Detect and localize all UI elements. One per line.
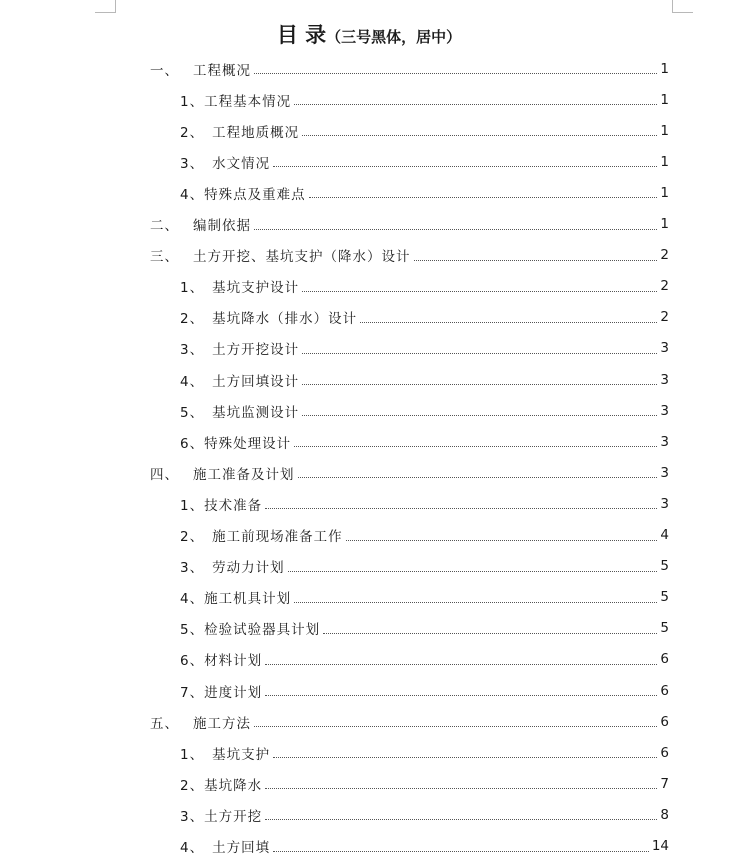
toc-entry-title: 施工机具计划 [204, 591, 292, 608]
toc-entry-page-number: 3 [660, 495, 669, 512]
toc-dot-leader [294, 104, 657, 105]
toc-entry-number: 二、 [150, 218, 179, 234]
toc-heading [0, 19, 738, 49]
toc-dot-leader [273, 166, 657, 167]
toc-entry-page-number: 1 [660, 153, 669, 170]
toc-entry-number: 2、 [180, 529, 205, 545]
toc-dot-leader [273, 757, 657, 758]
toc-entry-page-number: 1 [660, 91, 669, 108]
toc-entry-page-number: 3 [660, 402, 669, 419]
toc-entry-page-number: 5 [660, 589, 669, 606]
toc-dot-leader [302, 415, 657, 416]
toc-entry-title: 基坑支护设计 [212, 280, 300, 297]
toc-entry-page-number: 3 [660, 371, 669, 388]
toc-entry[interactable] [150, 457, 669, 488]
toc-dot-leader [302, 353, 657, 354]
toc-entry-title: 进度计划 [204, 684, 263, 701]
toc-entry-page-number: 6 [660, 682, 669, 699]
toc-dot-leader [309, 197, 658, 198]
toc-entry-title: 施工方法 [193, 715, 251, 732]
toc-entry[interactable] [180, 488, 669, 519]
toc-entry-page-number: 3 [660, 464, 669, 481]
toc-dot-leader [254, 229, 657, 230]
toc-entry[interactable] [180, 364, 669, 395]
toc-entry-title: 检验试验器具计划 [204, 622, 321, 639]
toc-entry[interactable] [180, 395, 669, 426]
toc-entry-number: 3、 [180, 808, 205, 825]
toc-entry-page-number: 7 [660, 775, 669, 792]
toc-entry[interactable] [180, 737, 669, 768]
toc-entry-title: 土方开挖 [204, 808, 263, 825]
toc-entry-number: 5、 [180, 622, 205, 639]
page-corner-mark-left [95, 0, 116, 13]
toc-entry-number: 4、 [180, 840, 205, 856]
toc-entry-number: 4、 [180, 591, 205, 608]
toc-entry-page-number: 1 [660, 216, 669, 232]
toc-entry[interactable] [180, 831, 669, 862]
toc-entry[interactable] [180, 520, 669, 551]
toc-entry[interactable] [180, 302, 669, 333]
toc-entry-page-number: 1 [660, 122, 669, 139]
toc-title-note: （三号黑体，居中） [326, 28, 462, 46]
toc-dot-leader [288, 571, 658, 572]
toc-entry-page-number: 8 [660, 806, 669, 823]
toc-dot-leader [254, 73, 657, 74]
toc-entry-page-number: 4 [660, 527, 669, 543]
toc-entry-number: 2、 [180, 777, 205, 794]
toc-entry-page-number: 2 [660, 309, 669, 326]
toc-entry-number: 2、 [180, 311, 205, 328]
toc-entry-number: 6、 [180, 653, 205, 670]
toc-entry[interactable] [180, 426, 669, 457]
toc-dot-leader [265, 788, 657, 789]
toc-dot-leader [254, 726, 657, 727]
toc-entry-number: 五、 [150, 715, 179, 732]
toc-dot-leader [265, 819, 657, 820]
toc-entry-title: 土方开挖、基坑支护（降水）设计 [193, 249, 411, 266]
toc-dot-leader [265, 508, 657, 509]
toc-entry-title: 工程概况 [193, 62, 251, 79]
toc-dot-leader [294, 602, 657, 603]
toc-entry-page-number: 2 [660, 278, 669, 295]
toc-entry[interactable] [180, 84, 669, 115]
toc-entry-page-number: 6 [660, 651, 669, 668]
toc-dot-leader [323, 633, 657, 634]
toc-entry[interactable] [180, 613, 669, 644]
toc-entry-title: 水文情况 [212, 155, 271, 172]
toc-entry-title: 编制依据 [193, 218, 251, 234]
toc-entry-page-number: 6 [660, 744, 669, 761]
toc-entry[interactable] [180, 551, 669, 582]
toc-entry[interactable] [180, 582, 669, 613]
toc-entry-title: 土方开挖设计 [212, 342, 300, 359]
toc-entry-number: 3、 [180, 155, 205, 172]
toc-entry-title: 土方回填 [212, 840, 271, 856]
toc-dot-leader [265, 664, 657, 665]
toc-dot-leader [294, 446, 657, 447]
toc-entry-title: 基坑监测设计 [212, 404, 300, 421]
toc-entry[interactable] [180, 644, 669, 675]
toc-entry-number: 1、 [180, 280, 205, 297]
toc-entry-number: 4、 [180, 186, 205, 203]
toc-entry-page-number: 1 [660, 184, 669, 201]
toc-entry[interactable] [180, 115, 669, 146]
toc-entry[interactable] [180, 271, 669, 302]
toc-entry[interactable] [180, 177, 669, 208]
toc-dot-leader [273, 851, 649, 852]
toc-entry-title: 基坑降水（排水）设计 [212, 311, 358, 328]
toc-entry-number: 2、 [180, 124, 205, 141]
toc-entry-number: 3、 [180, 560, 205, 577]
toc-title: 目 录 [276, 23, 327, 47]
toc-entry-page-number: 3 [660, 340, 669, 357]
toc-entry-page-number: 1 [660, 60, 669, 77]
toc-entry[interactable] [150, 209, 669, 240]
toc-entry-title: 施工准备及计划 [193, 466, 295, 483]
page-corner-mark-right [672, 0, 693, 13]
toc-entry[interactable] [150, 240, 669, 271]
toc-entry[interactable] [180, 333, 669, 364]
toc-entry-title: 土方回填设计 [212, 373, 300, 390]
toc-entry-number: 1、 [180, 746, 205, 763]
toc-entry-number: 一、 [150, 62, 179, 79]
toc-entry[interactable] [180, 146, 669, 177]
toc-entry-number: 三、 [150, 249, 179, 266]
toc-entry-title: 劳动力计划 [212, 560, 285, 577]
toc-dot-leader [302, 384, 657, 385]
toc-entry-title: 施工前现场准备工作 [212, 529, 343, 545]
toc-entry-page-number: 14 [651, 838, 669, 854]
toc-entry[interactable] [150, 706, 669, 737]
toc-entry-title: 材料计划 [204, 653, 263, 670]
toc-entry-number: 4、 [180, 373, 205, 390]
toc-dot-leader [298, 477, 658, 478]
toc-entry-number: 5、 [180, 404, 205, 421]
toc-entry-title: 特殊处理设计 [204, 435, 292, 452]
toc-entry-title: 工程基本情况 [204, 93, 292, 110]
toc-dot-leader [414, 260, 658, 261]
toc-entry-title: 基坑支护 [212, 746, 271, 763]
toc-entry[interactable] [180, 768, 669, 799]
toc-entry-page-number: 5 [660, 558, 669, 575]
toc-entry-page-number: 5 [660, 620, 669, 637]
toc-dot-leader [302, 135, 657, 136]
toc-entry-title: 工程地质概况 [212, 124, 300, 141]
toc-dot-leader [302, 291, 657, 292]
toc-entry-number: 1、 [180, 93, 205, 110]
toc-entry-number: 6、 [180, 435, 205, 452]
toc-entry-number: 四、 [150, 466, 179, 483]
toc-entry[interactable] [180, 799, 669, 830]
toc-dot-leader [360, 322, 657, 323]
toc-entry-number: 1、 [180, 497, 205, 514]
toc-entry-page-number: 3 [660, 433, 669, 450]
toc-entry-title: 基坑降水 [204, 777, 263, 794]
toc-entry-page-number: 6 [660, 713, 669, 730]
toc-entry[interactable] [180, 675, 669, 706]
toc-entry-number: 7、 [180, 684, 205, 701]
toc-entry-number: 3、 [180, 342, 205, 359]
toc-entry-title: 特殊点及重难点 [204, 186, 306, 203]
toc-entry[interactable] [150, 53, 669, 84]
toc-dot-leader [265, 695, 657, 696]
toc-dot-leader [346, 540, 658, 541]
toc-entry-title: 技术准备 [204, 497, 263, 514]
toc-entry-page-number: 2 [660, 247, 669, 264]
